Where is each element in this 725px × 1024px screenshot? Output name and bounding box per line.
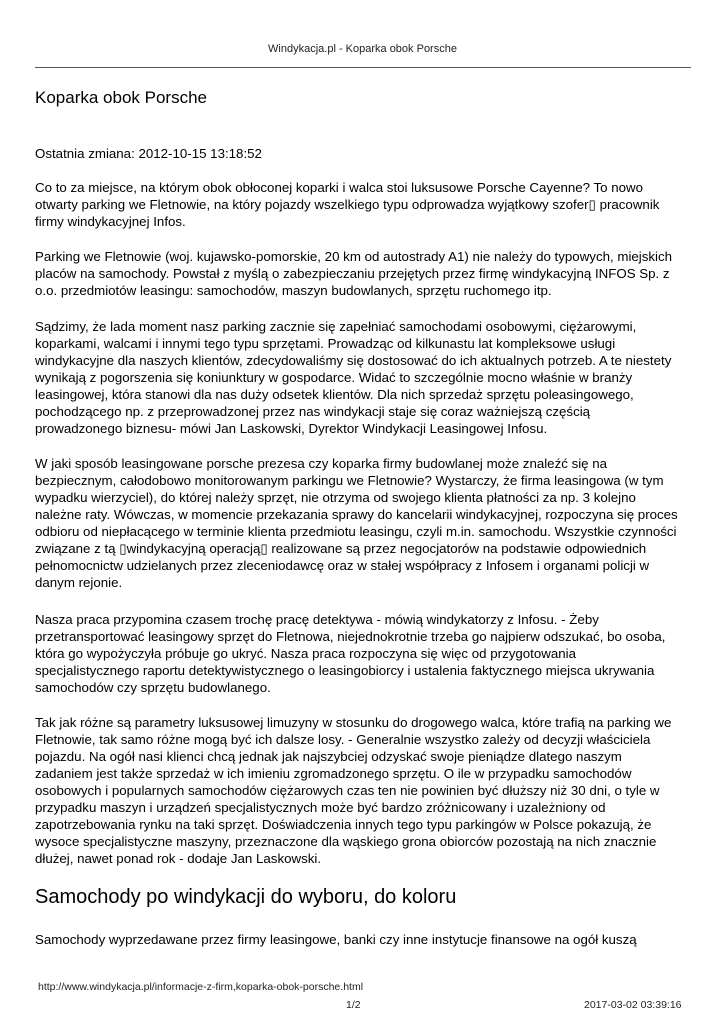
page-header-title: Windykacja.pl - Koparka obok Porsche — [268, 43, 457, 55]
text-line: wypadku wierzyciel), do której należy sprzęt, nie otrzyma od swojego klienta płatności za np. 3 kolejno — [35, 490, 636, 505]
text-line: koparkami, walcami i innymi tego typu sprzętami. Prowadząc od kilkunastu lat kompleksowe usługi — [35, 336, 616, 351]
text-line: wynikają z pogorszenia się koniunktury w gospodarce. Widać to szczególnie mocno właśnie w branży — [35, 370, 633, 385]
text-line: dłużej, nawet ponad rok - dodaje Jan Laskowski. — [35, 851, 322, 866]
paragraph — [35, 318, 695, 437]
text-line: specjalistycznego raportu detektywistycznego o leasingobiorcy i ustalenia faktycznego miejsca ukrywania — [35, 663, 655, 678]
text-line: bezpiecznym, całodobowo monitorowanym parkingu we Fletnowie? Wystarczy, że firma leasingowa (w tym — [35, 473, 664, 488]
text-line: leasingowej, która stanowi dla nas duży odsetek klientów. Dla nich sprzedaż sprzętu poleasingowego, — [35, 387, 634, 402]
section-heading: Samochody po windykacji do wyboru, do koloru — [35, 886, 457, 908]
text-line: zadaniem jest także sprzedaż w ich imieniu zgromadzonego sprzętu. O ile w przypadku samochodów — [35, 766, 632, 781]
header-divider — [35, 67, 691, 68]
text-line: należne raty. Wówczas, w momencie przekazania sprawy do kancelarii windykacyjnej, rozpoczyna się proces — [35, 507, 678, 522]
text-line: W jaki sposób leasingowane porsche prezesa czy koparka firmy budowlanej może znaleźć się na — [35, 456, 608, 471]
paragraph — [35, 714, 695, 867]
text-line: windykacyjne dla naszych klientów, zdecydowaliśmy się dostosować do ich aktualnych potrzeb. A te niestety — [35, 353, 672, 368]
text-line: Samochody wyprzedawane przez firmy leasingowe, banki czy inne instytucje finansowe na ogół kuszą — [35, 932, 637, 947]
text-line: zapotrzebowania rynku na taki sprzęt. Doświadczenia innych tego typu parkingów w Polsce pokazują, że — [35, 817, 652, 832]
text-line: pojazdu. Na ogół nasi klienci chcą jednak jak najszybciej odzyskać swoje pieniądze dlatego naszym — [35, 749, 622, 764]
text-line: osobowych i popularnych samochodów ciężarowych czas ten nie powinien być dłuższy niż 30 dni, o tyle w — [35, 783, 660, 798]
paragraph — [35, 455, 695, 591]
text-line: Tak jak różne są parametry luksusowej limuzyny w stosunku do drogowego walca, które trafią na parking we — [35, 715, 672, 730]
page-number: 1/2 — [346, 999, 361, 1011]
text-line: Sądzimy, że lada moment nasz parking zacznie się zapełniać samochodami osobowymi, ciężarowymi, — [35, 319, 637, 334]
last-modified: Ostatnia zmiana: 2012-10-15 13:18:52 — [35, 146, 262, 161]
text-line: pełnomocnictw udzielanych przez zleceniodawcę oraz w stałej współpracy z Infosem i organami policji w — [35, 558, 650, 573]
print-timestamp: 2017-03-02 03:39:16 — [584, 999, 682, 1011]
paragraph — [35, 931, 695, 948]
text-line: pochodzącego np. z przeprowadzonej przez nas windykacji staje się coraz ważniejszą częścią — [35, 404, 591, 419]
text-line: Co to za miejsce, na którym obok obłoconej koparki i walca stoi luksusowe Porsche Cayenne? To nowo — [35, 180, 644, 195]
text-line: odbioru od niepłacącego w terminie klienta przedmiotu leasingu, czyli m.in. samochodu. Wszystkie czynności — [35, 524, 677, 539]
text-line: otwarty parking we Fletnowie, na który pojazdy wszelkiego typu odprowadza wyjątkowy szofer▯ pracownik — [35, 197, 660, 212]
text-line: która go wypożyczyła próbuje go ukryć. Nasza praca rozpoczyna się więc od przygotowania — [35, 646, 577, 661]
text-line: firmy windykacyjnej Infos. — [35, 214, 186, 229]
text-line: Parking we Fletnowie (woj. kujawsko-pomorskie, 20 km od autostrady A1) nie należy do typowych, miejskich — [35, 249, 673, 264]
text-line: związane z tą ▯windykacyjną operacją▯ realizowane są przez negocjatorów na podstawie odpowiednich — [35, 541, 647, 556]
article-title: Koparka obok Porsche — [35, 88, 207, 107]
text-line: placów na samochody. Powstał z myślą o zabezpieczaniu przejętych przez firmę windykacyjną INFOS Sp. z — [35, 266, 670, 281]
paragraph — [35, 179, 695, 230]
paragraph — [35, 248, 695, 299]
text-line: prowadzonego biznesu- mówi Jan Laskowski, Dyrektor Windykacji Leasingowej Infosu. — [35, 421, 548, 436]
text-line: przetransportować leasingowy sprzęt do Fletnowa, niejednokrotnie trzeba go najpierw odszukać, bo osoba, — [35, 629, 666, 644]
paragraph — [35, 611, 695, 696]
text-line: Nasza praca przypomina czasem trochę pracę detektywa - mówią windykatorzy z Infosu. - Żeby — [35, 612, 599, 627]
text-line: danym rejonie. — [35, 575, 123, 590]
text-line: przypadku maszyn i urządzeń specjalistycznych może być bardzo zróżnicowany i uzależniony od — [35, 800, 606, 815]
text-line: samochodów czy sprzętu budowlanego. — [35, 680, 271, 695]
text-line: o.o. przedmiotów leasingu: samochodów, maszyn budowlanych, sprzętu ruchomego itp. — [35, 283, 552, 298]
footer-url: http://www.windykacja.pl/informacje-z-firm,koparka-obok-porsche.html — [38, 981, 364, 993]
text-line: Fletnowie, tak samo różne mogą być ich dalsze losy. - Generalnie wszystko zależy od decyzji właściciela — [35, 732, 651, 747]
text-line: wysoce specjalistyczne maszyny, przeznaczone dla wąskiego grona obiorców pozostają na nich znacznie — [35, 834, 657, 849]
